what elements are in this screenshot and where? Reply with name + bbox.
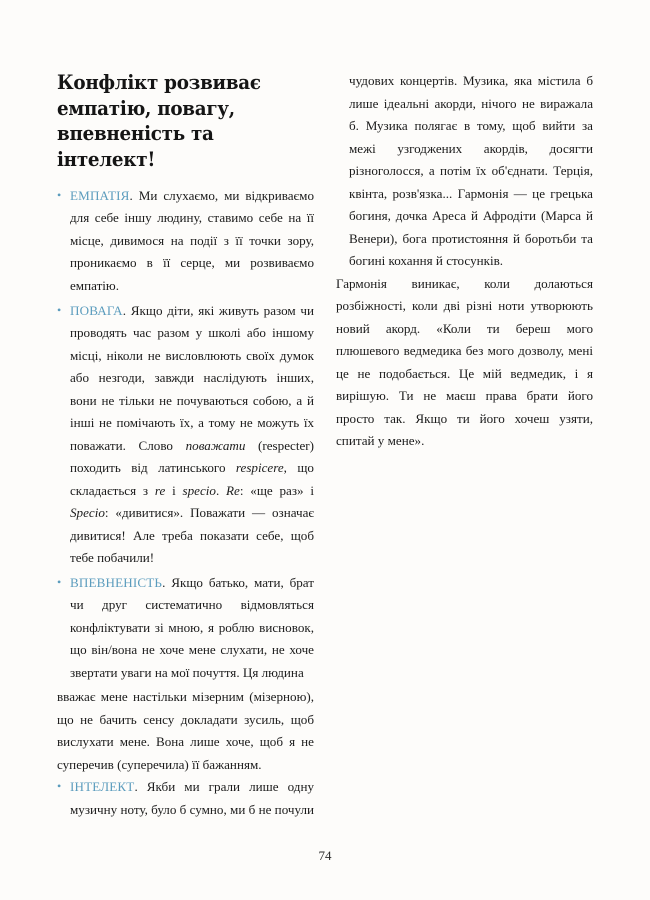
bullet-body-text: . Якщо батько, мати, брат чи друг систематично відмовляться конфліктувати зі мною, я роблю висновок, що він/вона не хоче мене слухати, не хоче звертати уваги на мої почуття. Ця людина xyxy=(70,574,314,680)
list-item xyxy=(57,185,314,298)
bullet-body-text: і xyxy=(165,482,183,498)
latin-term-specio-capital: Specio xyxy=(70,505,105,521)
bullet-body-text: (respecter) походить від латинського xyxy=(70,437,314,476)
bullet-lead-term: ЕМПАТІЯ xyxy=(70,187,130,203)
final-paragraph: Гармонія виникає, коли долаються розбіжності, коли дві різні ноти утворюють новий акорд. «Коли ти береш мого плюшевого ведмедика без мого дозволу, мені це не подобається. Це мій ведмедик, і я вирішую. Ти не маєш права брати його просто так. Якщо ти його хочеш узяти, спитай у мене». xyxy=(336,275,593,449)
bullet-lead-term: ПОВАГА xyxy=(70,302,123,318)
latin-term-povazhaty: поважати xyxy=(185,437,246,453)
list-item xyxy=(57,572,314,685)
bullet-body-text: : «дивитися». Поважати — означає дивитися! Але треба показати себе, щоб тебе побачили! xyxy=(70,505,314,566)
latin-term-respicere: respicere xyxy=(235,460,284,476)
two-column-body xyxy=(57,70,593,830)
bullet-lead-term: ІНТЕЛЕКТ xyxy=(70,779,135,795)
bullet-body-text: . Ми слухаємо, ми відкриваємо для себе іншу людину, ставимо себе на її місце, дивимося на події з її точки зору, проникаємо в її серце, ми розвиваємо емпатію. xyxy=(70,187,314,293)
left-column-bullet-list xyxy=(57,185,314,684)
bullet-body-text: . Якби ми грали лише одну музичну ноту, було б сумно, ми б не почули чудових концертів. Музика, яка містила б лише ідеальні акорди, нічого не виражала б. Музика полягає в тому, щоб вийти за межі узгоджених акордів, досягти різноголосся, а потім їх об'єднати. Терція, квінта, розв'язка... Гармонія — це грецька богиня, дочка Ареса й Афродіти (Марса й Венери), бога протистояння й боротьби та богині кохання й стосунків. xyxy=(70,73,593,817)
bullet-body-text: : «ще раз» і xyxy=(239,482,315,498)
latin-term-re-capital: Re xyxy=(226,482,240,498)
right-column-continuation-paragraph: вважає мене настільки мізерним (мізерною), що не бачить сенсу докладати зусиль, щоб вислухати мене. Вона лише хоче, щоб я не суперечив (суперечила) її бажанням. xyxy=(57,689,314,772)
page-title: Конфлікт розвиває емпатію, повагу, впевненість та інтелект! xyxy=(57,71,261,172)
bullet-body-text: . Якщо діти, які живуть разом чи проводять час разом у школі або іншому місці, ніколи не висловлюють своїх думок або незгоди, завжди наслідують інших, вони не тільки не почуваються собою, а й інші не помічають їх, а тому не можуть їх поважати. Слово xyxy=(70,302,314,453)
list-item xyxy=(57,300,314,570)
bullet-body-text: . xyxy=(215,482,227,498)
bullet-body-text: , що складається з xyxy=(70,460,314,498)
latin-term-re: re xyxy=(154,482,166,498)
latin-term-specio: specio xyxy=(182,482,216,498)
bullet-lead-term: ВПЕВНЕНІСТЬ xyxy=(70,574,163,590)
page-number: 74 xyxy=(318,848,332,863)
